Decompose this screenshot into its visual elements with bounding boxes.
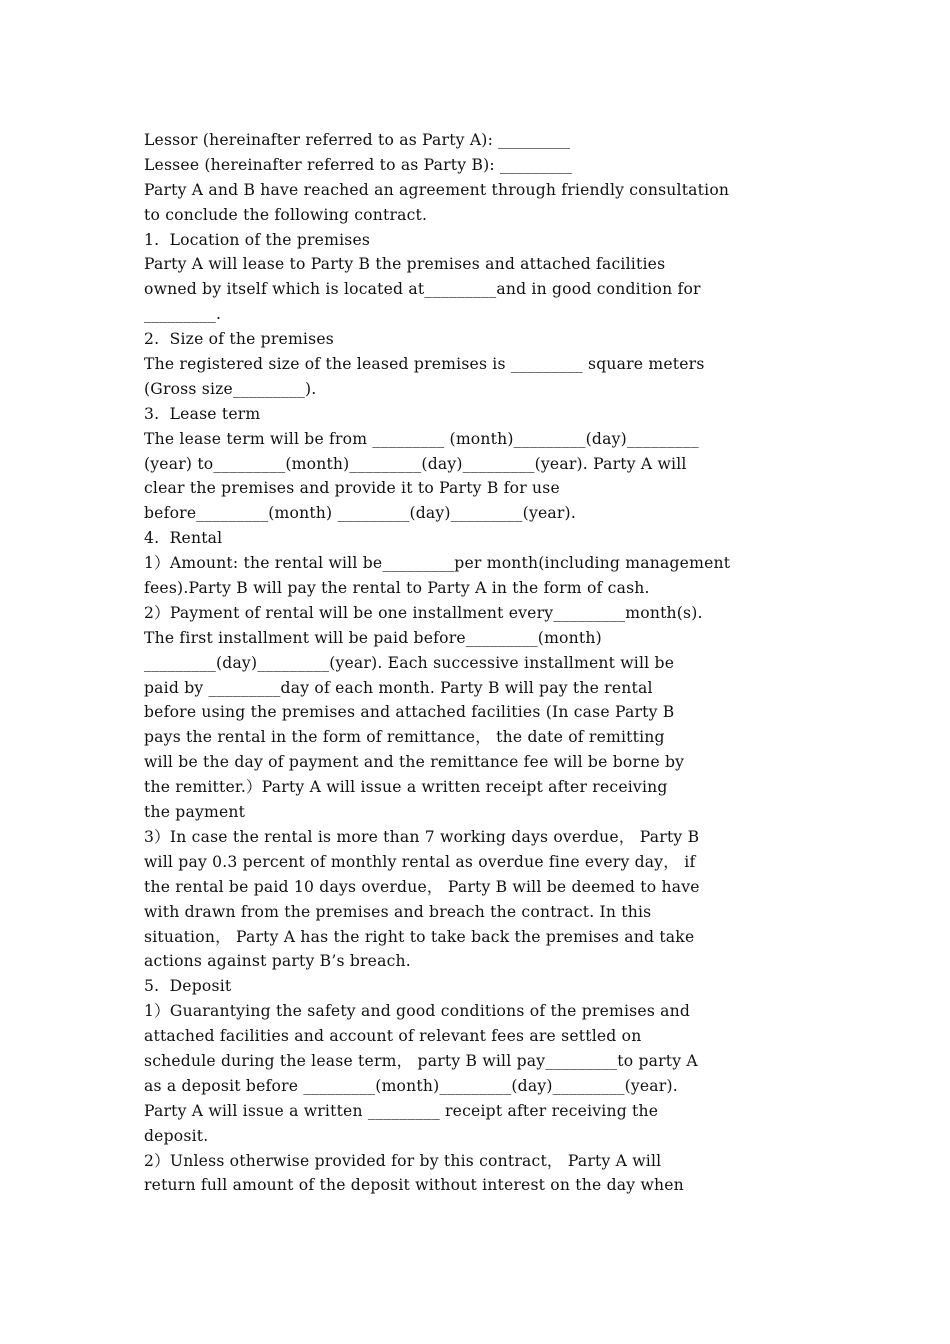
rental-text-line: pays the rental in the form of remittance， the date of remitting	[144, 728, 665, 747]
size-text-line: The registered size of the leased premises is _________ square meters	[144, 355, 705, 374]
rental-text-line: the remitter.）Party A will issue a written receipt after receiving	[144, 778, 668, 797]
rental-text-line: situation， Party A has the right to take back the premises and take	[144, 927, 695, 946]
location-text-line: _________.	[144, 305, 222, 324]
lessee-line: Lessee (hereinafter referred to as Party B): _________	[144, 155, 572, 174]
section-heading-rental: 4. Rental	[144, 529, 223, 548]
size-text-line: (Gross size_________).	[144, 379, 317, 398]
rental-text-line: the payment	[144, 803, 246, 822]
deposit-text-line: deposit.	[144, 1126, 209, 1145]
contract-text-body	[144, 128, 824, 1198]
lease-term-text-line: The lease term will be from _________ (month)_________(day)_________	[144, 429, 699, 448]
deposit-text-line: attached facilities and account of relevant fees are settled on	[144, 1027, 642, 1046]
location-text-line: Party A will lease to Party B the premises and attached facilities	[144, 255, 666, 274]
rental-text-line: The first installment will be paid before_________(month)	[144, 628, 602, 647]
location-text-line: owned by itself which is located at_________and in good condition for	[144, 280, 701, 299]
section-heading-lease-term: 3. Lease term	[144, 404, 261, 423]
rental-text-line: will pay 0.3 percent of monthly rental as overdue fine every day， if	[144, 852, 696, 871]
rental-text-line: _________(day)_________(year). Each successive installment will be	[144, 653, 675, 672]
section-heading-size: 2. Size of the premises	[144, 330, 334, 349]
deposit-text-line: 1）Guarantying the safety and good conditions of the premises and	[144, 1002, 691, 1021]
deposit-text-line: 2）Unless otherwise provided for by this contract， Party A will	[144, 1151, 662, 1170]
rental-text-line: 2）Payment of rental will be one installment every_________month(s).	[144, 603, 703, 622]
rental-text-line: 3）In case the rental is more than 7 working days overdue， Party B	[144, 827, 700, 846]
lease-term-text-line: clear the premises and provide it to Party B for use	[144, 479, 560, 498]
rental-text-line: with drawn from the premises and breach the contract. In this	[144, 902, 652, 921]
section-heading-location: 1. Location of the premises	[144, 230, 371, 249]
deposit-text-line: Party A will issue a written _________ receipt after receiving the	[144, 1101, 659, 1120]
lease-term-text-line: before_________(month) _________(day)_________(year).	[144, 504, 576, 523]
rental-text-line: paid by _________day of each month. Party B will pay the rental	[144, 678, 653, 697]
rental-text-line: will be the day of payment and the remittance fee will be borne by	[144, 753, 685, 772]
deposit-text-line: schedule during the lease term， party B will pay_________to party A	[144, 1051, 698, 1070]
rental-text-line: 1）Amount: the rental will be_________per month(including management	[144, 554, 731, 573]
rental-text-line: actions against party B’s breach.	[144, 952, 411, 971]
intro-line: Party A and B have reached an agreement through friendly consultation	[144, 180, 730, 199]
rental-text-line: fees).Party B will pay the rental to Party A in the form of cash.	[144, 579, 650, 598]
rental-text-line: before using the premises and attached facilities (In case Party B	[144, 703, 675, 722]
rental-text-line: the rental be paid 10 days overdue， Party B will be deemed to have	[144, 877, 700, 896]
intro-line: to conclude the following contract.	[144, 205, 428, 224]
deposit-text-line: as a deposit before _________(month)_________(day)_________(year).	[144, 1076, 678, 1095]
lessor-line: Lessor (hereinafter referred to as Party A): _________	[144, 131, 571, 149]
section-heading-deposit: 5. Deposit	[144, 977, 232, 996]
lease-term-text-line: (year) to_________(month)_________(day)_________(year). Party A will	[144, 454, 687, 473]
deposit-text-line: return full amount of the deposit without interest on the day when	[144, 1176, 684, 1195]
